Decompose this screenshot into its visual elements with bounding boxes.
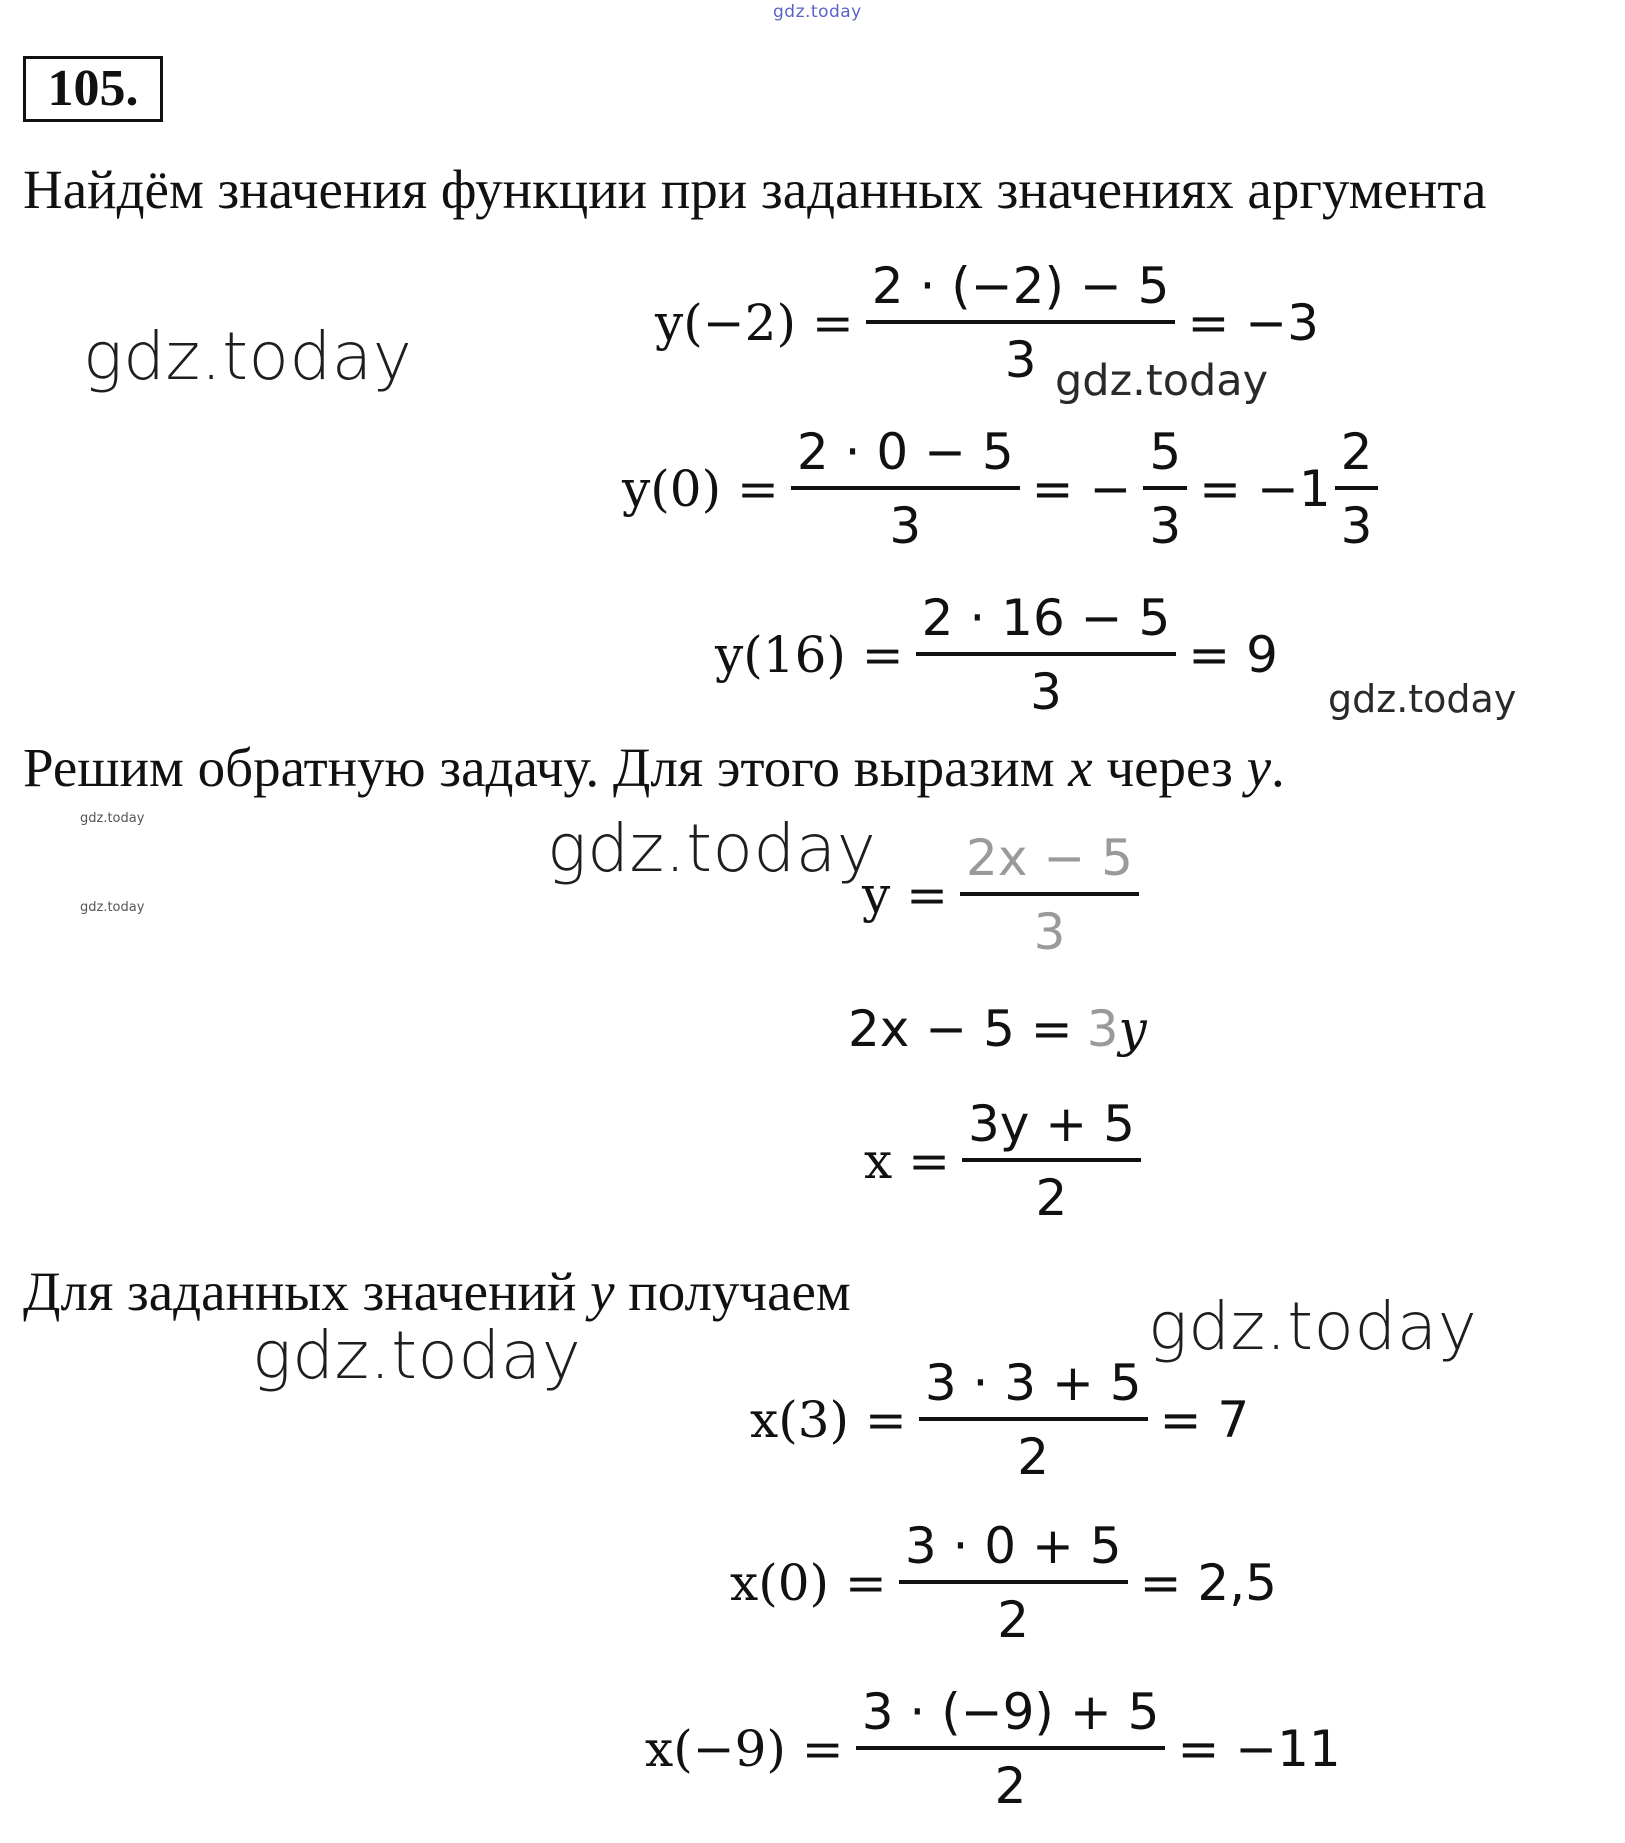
var-x: x: [1068, 737, 1093, 798]
watermark: gdz.today: [252, 1317, 582, 1394]
numerator: 5: [1149, 423, 1182, 481]
numerator: 3 · 3 + 5: [924, 1354, 1142, 1412]
equation-mid: = −: [1031, 460, 1132, 518]
numerator: 2 · 16 − 5: [921, 589, 1171, 647]
fraction: [962, 1096, 1141, 1226]
equation-lhs: y(16) =: [715, 626, 904, 684]
inverse-task-text: [23, 738, 1285, 798]
denominator: 2: [997, 1591, 1030, 1649]
denominator: 3: [1033, 903, 1066, 961]
equation-rhs: = −3: [1187, 294, 1319, 352]
given-text-end: получаем: [614, 1261, 851, 1322]
equation-rhs: = 7: [1159, 1391, 1250, 1449]
numerator: 2 · 0 − 5: [796, 423, 1014, 481]
numerator: 2: [1340, 423, 1373, 481]
watermark: gdz.today: [80, 900, 145, 915]
fraction: [1335, 424, 1379, 554]
equation-rhs: = −1: [1199, 460, 1331, 518]
fraction: [866, 258, 1176, 388]
fraction: [960, 830, 1139, 960]
equation-y-16: [715, 590, 1278, 720]
fraction: [1143, 424, 1187, 554]
given-values-text: [23, 1262, 851, 1322]
equation-lhs: y(0) =: [622, 460, 779, 518]
equation-y-0: [622, 424, 1390, 554]
fraction: [916, 590, 1177, 720]
var-y: y: [1118, 1000, 1147, 1058]
equation-rhs: = 2,5: [1139, 1554, 1277, 1612]
numerator: 2x − 5: [966, 829, 1133, 887]
watermark: gdz.today: [80, 811, 145, 826]
denominator: 3: [889, 497, 922, 555]
var-y: y: [590, 1261, 615, 1322]
numerator: 2 · (−2) − 5: [871, 257, 1170, 315]
equation-y-minus2: [655, 258, 1319, 388]
equation-linear: [848, 1000, 1147, 1058]
watermark-top: gdz.today: [773, 2, 862, 22]
equation-x-formula: [864, 1096, 1153, 1226]
watermark: gdz.today: [83, 318, 413, 395]
fraction: [899, 1518, 1128, 1648]
watermark: gdz.today: [547, 810, 877, 887]
denominator: 3: [1149, 497, 1182, 555]
numerator: 3y + 5: [968, 1095, 1135, 1153]
intro-text: Найдём значения функции при заданных значениях аргумента: [23, 159, 1487, 220]
equation-rhs: = 9: [1188, 626, 1278, 684]
watermark: gdz.today: [1055, 356, 1269, 406]
equation-lhs: y(−2) =: [655, 294, 854, 352]
numerator: 3 · (−9) + 5: [861, 1683, 1160, 1741]
fraction: [856, 1684, 1166, 1814]
fraction: [791, 424, 1020, 554]
equation-y-formula: [862, 830, 1151, 960]
equation-x-minus9: [645, 1684, 1341, 1814]
watermark: gdz.today: [1148, 1288, 1478, 1365]
watermark: gdz.today: [1328, 677, 1517, 721]
equation-x-3: [750, 1355, 1249, 1485]
inverse-text-start: Решим обратную задачу. Для этого выразим: [23, 737, 1069, 798]
equation-lhs: x(−9) =: [645, 1720, 844, 1778]
inverse-text-end: .: [1271, 737, 1285, 798]
equation-lhs: y =: [862, 866, 949, 924]
equation-lhs: x =: [864, 1132, 950, 1190]
fraction: [919, 1355, 1148, 1485]
var-y: y: [1246, 737, 1272, 798]
equation-coefficient: 3: [1086, 1000, 1119, 1058]
equation-rhs: = −11: [1177, 1720, 1341, 1778]
equation-lhs: x(0) =: [730, 1554, 887, 1612]
denominator: 3: [1030, 663, 1062, 721]
inverse-text-mid: через: [1092, 737, 1247, 798]
problem-number: 105.: [23, 56, 163, 122]
denominator: 3: [1340, 497, 1373, 555]
denominator: 2: [1017, 1428, 1050, 1486]
equation-left: 2x − 5 =: [848, 1000, 1073, 1058]
denominator: 2: [1035, 1169, 1068, 1227]
denominator: 3: [1004, 331, 1037, 389]
denominator: 2: [994, 1757, 1027, 1815]
numerator: 3 · 0 + 5: [904, 1517, 1122, 1575]
equation-lhs: x(3) =: [750, 1391, 907, 1449]
given-text-start: Для заданных значений: [23, 1261, 591, 1322]
equation-x-0: [730, 1518, 1277, 1648]
